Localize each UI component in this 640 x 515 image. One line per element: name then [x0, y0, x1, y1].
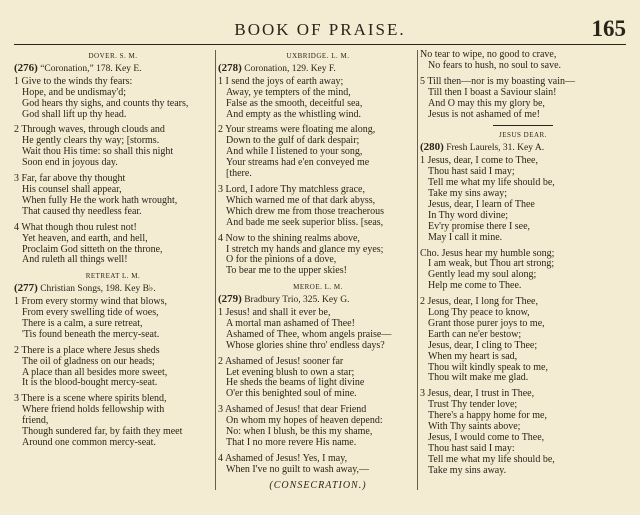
tune-name: DOVER. S. M.	[88, 52, 138, 60]
stanza	[420, 50, 626, 72]
hymn-separator	[493, 125, 553, 126]
verse-line: And O may this my glory be,	[428, 97, 545, 109]
verse-line: Whose glories shine thro' endless days?	[226, 339, 385, 351]
verse-line: 1 From every stormy wind that blows,	[14, 296, 168, 308]
hymn-source: Fresh Laurels, 31. Key A.	[446, 143, 545, 154]
verse-line: 2 Through waves, through clouds and	[14, 124, 165, 136]
tune-name: RETREAT L. M.	[85, 272, 141, 281]
stanza	[420, 297, 626, 384]
stanza	[420, 249, 626, 293]
hymn-number: (280)	[420, 141, 444, 154]
verse-line: God hears thy sighs, and counts thy tears,	[22, 97, 189, 109]
stanza	[14, 125, 212, 169]
verse-line: Though sundered far, by faith they meet	[22, 426, 183, 438]
stanza	[218, 234, 418, 278]
hymn-stanzas	[218, 77, 418, 277]
verse-line: 3 Ashamed of Jesus! that dear Friend	[218, 404, 367, 416]
verse-line: O for the pinions of a dove,	[226, 254, 337, 266]
verse-line: That caused thy needless fear.	[22, 205, 142, 217]
verse-line: A place than all besides more sweet,	[22, 366, 168, 378]
verse-line: Which warned me of that dark abyss,	[226, 194, 376, 206]
hymn-heading	[218, 63, 418, 75]
verse-line: With Thy saints above;	[428, 421, 521, 433]
verse-line: That I no more revere His name.	[226, 437, 357, 448]
hymn-source: Christian Songs, 198. Key B♭.	[40, 284, 156, 295]
stanza	[14, 394, 212, 449]
header-rule	[14, 44, 626, 45]
verse-line: 3 There is a scene where spirits blend,	[14, 393, 167, 405]
hymn-number: (277)	[14, 282, 38, 295]
verse-line: Jesus, dear, I learn of Thee	[428, 198, 535, 210]
stanza	[14, 77, 212, 121]
verse-line: 'Tis found beneath the mercy-seat.	[22, 328, 160, 340]
verse-line: Thou hast said I may;	[428, 166, 515, 178]
verse-line: 3 Jesus, dear, I trust in Thee,	[420, 388, 535, 400]
stanza	[14, 346, 212, 390]
verse-line: Long Thy peace to know,	[428, 307, 530, 319]
stanza	[218, 454, 418, 476]
verse-line: No tear to wipe, no good to crave,	[420, 49, 557, 60]
verse-line: When my heart is sad,	[428, 350, 518, 362]
verse-line: Thou wilt make me glad.	[428, 372, 529, 384]
verse-line: Wait thou His time: so shall this night	[22, 146, 174, 158]
verse-line: Hope, and be undismay'd;	[22, 86, 127, 98]
verse-line: And empty as the whistling wind.	[226, 108, 361, 120]
hymn-number: (278)	[218, 61, 242, 74]
verse-line: 1 Jesus! and shall it ever be,	[218, 307, 331, 319]
stanza	[218, 308, 418, 352]
verse-line: No: when I blush, be this my shame,	[226, 426, 373, 438]
verse-line: When fully He the work hath wrought,	[22, 194, 178, 206]
verse-line: 2 Your streams were floating me along,	[218, 124, 376, 136]
verse-line: 1 Jesus, dear, I come to Thee,	[420, 155, 538, 167]
verse-line: Tell me what my life should be,	[428, 177, 555, 189]
verse-line: [there.	[226, 168, 252, 180]
verse-line: Away, ye tempters of the mind,	[226, 86, 351, 98]
stanza	[420, 77, 626, 121]
verse-line: Thou hast said I may:	[428, 442, 515, 454]
verse-line: 4 What though thou rulest not!	[14, 221, 137, 233]
tune-name: UXBRIDGE. L. M.	[286, 52, 350, 60]
verse-line: And ruleth all things well!	[22, 254, 128, 266]
verse-line: Soon end in joyous day.	[22, 157, 118, 169]
verse-line: Down to the gulf of dark despair;	[226, 135, 360, 147]
verse-line: O'er this benighted soul of mine.	[226, 388, 357, 400]
verse-line: Jesus is not ashamed of me!	[428, 108, 540, 120]
verse-line: No fears to hush, no soul to save.	[428, 59, 562, 71]
hymn-number: (276)	[14, 61, 38, 74]
verse-line: Where friend holds fellowship with	[22, 404, 165, 416]
stanza	[218, 185, 418, 229]
verse-line: Cho. Jesus hear my humble song;	[420, 247, 555, 259]
hymn-heading	[218, 294, 418, 306]
verse-line: Till then I boast a Saviour slain!	[428, 86, 557, 98]
hymn-source: Bradbury Trio, 325. Key G.	[244, 295, 350, 306]
verse-line: And bade me seek superior bliss. [seas,	[226, 216, 384, 228]
section-footer: (CONSECRATION.)	[269, 480, 367, 491]
verse-line: Tell me what my life should be,	[428, 453, 555, 465]
verse-line: It is the blood-bought mercy-seat.	[22, 377, 158, 389]
tune-name: MEROE. L. M.	[293, 283, 343, 292]
verse-line: To bear me to the upper skies!	[226, 265, 347, 277]
verse-line: Trust Thy tender love;	[428, 399, 518, 411]
stanza	[14, 174, 212, 218]
verse-line: Jesus, I would come to Thee,	[428, 432, 545, 443]
verse-line: He gently clears thy way; [storms.	[22, 135, 160, 147]
stanza	[218, 125, 418, 180]
verse-line: And while I listened to your song,	[226, 146, 363, 158]
verse-line: 3 Lord, I adore Thy matchless grace,	[218, 183, 365, 195]
hymn-heading	[14, 283, 212, 295]
verse-line: His counsel shall appear,	[22, 183, 122, 195]
verse-line: Ashamed of Thee, whom angels praise—	[226, 328, 392, 340]
verse-line: Which drew me from those treacherous	[226, 205, 384, 217]
hymn-number: (279)	[218, 293, 242, 306]
column-left	[14, 50, 212, 454]
verse-line: Earth can ne'er bestow;	[428, 328, 522, 340]
verse-line: Thou wilt kindly speak to me,	[428, 361, 548, 373]
verse-line: 3 Far, far above thy thought	[14, 173, 126, 185]
hymn-source: Coronation, 129. Key F.	[244, 63, 336, 74]
verse-line: friend,	[22, 415, 49, 427]
hymn-stanzas	[14, 297, 212, 449]
verse-line: Proclaim God sitteth on the throne,	[22, 243, 163, 255]
hymn-stanzas	[14, 77, 212, 267]
verse-line: Take my sins away;	[428, 187, 508, 199]
verse-line: A mortal man ashamed of Thee!	[226, 317, 355, 329]
verse-line: False as the smooth, deceitful sea,	[226, 97, 363, 109]
stanza	[218, 405, 418, 449]
verse-line: 1 Give to the winds thy fears:	[14, 75, 133, 87]
verse-line: He sheds the beams of light divine	[226, 377, 365, 389]
verse-line: I stretch my hands and glance my eyes;	[226, 243, 384, 255]
column-middle	[218, 50, 418, 481]
verse-line: 2 Jesus, dear, I long for Thee,	[420, 296, 538, 308]
verse-line: Let evening blush to own a star;	[226, 366, 355, 378]
hymn-stanzas	[420, 50, 626, 120]
verse-line: The oil of gladness on our heads;	[22, 355, 155, 367]
verse-line: 5 Till then—nor is my boasting vain—	[420, 75, 576, 87]
stanza	[14, 223, 212, 267]
verse-line: Grant those purer joys to me,	[428, 317, 545, 329]
verse-line: 4 Now to the shining realms above,	[218, 232, 360, 244]
verse-line: In Thy word divine;	[428, 209, 509, 221]
stanza	[14, 297, 212, 341]
hymn-source: “Coronation,” 178. Key E.	[40, 63, 142, 74]
hymn-stanzas	[218, 308, 418, 476]
verse-line: May I call it mine.	[428, 231, 503, 243]
hymn-heading	[420, 142, 626, 154]
verse-line: 2 There is a place where Jesus sheds	[14, 344, 160, 356]
verse-line: Jesus, dear, I cling to Thee;	[428, 339, 538, 351]
page-title: BOOK OF PRAISE.	[234, 20, 406, 39]
column-divider	[215, 50, 216, 490]
tune-name: JESUS DEAR.	[499, 131, 547, 140]
verse-line: 2 Ashamed of Jesus! sooner far	[218, 355, 344, 367]
hymn-stanzas	[420, 156, 626, 476]
verse-line: I am weak, but Thou art strong;	[428, 258, 555, 270]
verse-line: 4 Ashamed of Jesus! Yes, I may,	[218, 452, 348, 464]
verse-line: There's a happy home for me,	[428, 410, 547, 422]
verse-line: Gently lead my soul along;	[428, 269, 537, 281]
stanza	[218, 357, 418, 401]
verse-line: 1 I send the joys of earth away;	[218, 75, 344, 87]
verse-line: When I've no guilt to wash away,—	[226, 463, 370, 475]
verse-line: From every swelling tide of woes,	[22, 307, 159, 319]
stanza	[218, 77, 418, 121]
verse-line: Your streams had e'en conveyed me	[226, 157, 370, 169]
verse-line: Help me come to Thee.	[428, 280, 522, 292]
stanza	[420, 389, 626, 476]
verse-line: Take my sins away.	[428, 464, 507, 476]
column-right	[420, 50, 626, 482]
page-number: 165	[591, 16, 626, 41]
stanza	[420, 156, 626, 243]
verse-line: There is a calm, a sure retreat,	[22, 317, 143, 329]
verse-line: Ev'ry promise there I see,	[428, 220, 531, 232]
verse-line: Yet heaven, and earth, and hell,	[22, 232, 148, 244]
verse-line: On whom my hopes of heaven depend:	[226, 415, 383, 427]
verse-line: Around one common mercy-seat.	[22, 437, 156, 448]
verse-line: God shall lift up thy head.	[22, 108, 127, 120]
hymn-heading	[14, 63, 212, 75]
